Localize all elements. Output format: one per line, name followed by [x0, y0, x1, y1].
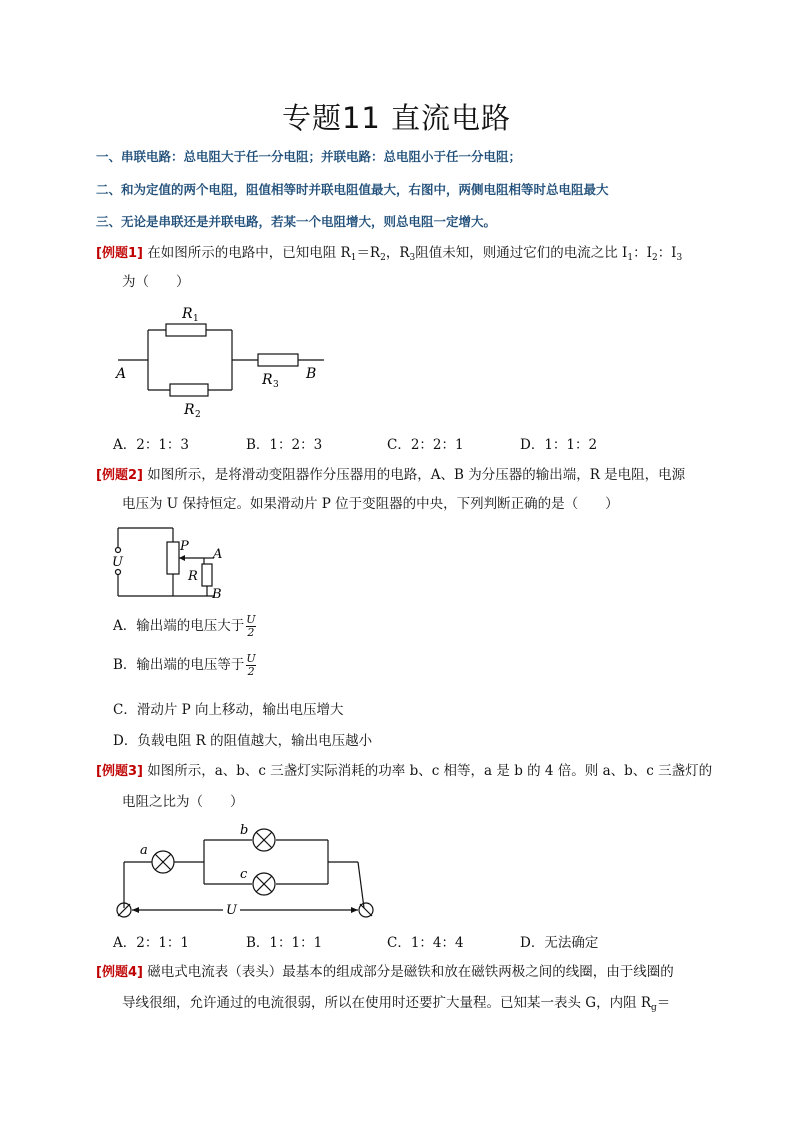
rule-3: 三、无论是串联还是并联电路，若某一个电阻增大，则总电阻一定增大。 [96, 214, 497, 229]
example-3-option-b[interactable]: B．1：1：1 [246, 935, 323, 951]
circuit-diagram-2 [106, 522, 236, 602]
label-r1: R [182, 306, 193, 322]
example-3-line-2: 电阻之比为（ ） [122, 794, 244, 810]
label-r3: R [262, 372, 273, 388]
label-b: B [212, 587, 222, 602]
example-1-option-a[interactable]: A．2：1：3 [113, 437, 190, 453]
example-3-line-1: [例题3] 如图所示，a、b、c 三盏灯实际消耗的功率 b、c 相等，a 是 b 的 4 倍。则 a、b、c 三盏灯的 [96, 763, 713, 779]
circuit-diagram-1 [110, 298, 340, 420]
example-3-option-d[interactable]: D．无法确定 [520, 935, 599, 951]
resistor-r3 [258, 354, 298, 366]
label-b: B [306, 366, 317, 382]
example-1-line-1: [例题1] 在如图所示的电路中，已知电阻 $R_1=R_2$，$R_3$阻值未知，则通过它们的电流之比 $I_1$：$I_2$：$I_3$ [96, 245, 683, 263]
label-r: R [188, 569, 198, 584]
label-a: A [116, 366, 127, 382]
page-title: 专题11 直流电路 [281, 101, 512, 135]
example-1-option-d[interactable]: D．1：1：2 [520, 437, 598, 453]
example-3-tag: [例题3] [96, 764, 143, 779]
label-a: a [140, 843, 148, 858]
svg-text:2: 2 [195, 410, 201, 420]
svg-text:3: 3 [273, 380, 279, 390]
label-r2: R [184, 402, 195, 418]
label-u: U [226, 903, 237, 918]
label-b: b [240, 823, 249, 838]
svg-text:1: 1 [193, 314, 199, 324]
example-2-option-b[interactable]: B．输出端的电压等于 $\frac{U}{2}$ [113, 652, 256, 678]
label-a: A [213, 547, 223, 562]
resistor-r2 [170, 384, 208, 396]
example-2-line-2: 电压为 U 保持恒定。如果滑动片 P 位于变阻器的中央，下列判断正确的是（ ） [122, 496, 619, 512]
rule-1: 一、串联电路：总电阻大于任一分电阻；并联电路：总电阻小于任一分电阻； [96, 149, 522, 164]
example-2-option-a[interactable]: A．输出端的电压大于 $\frac{U}{2}$ [113, 613, 256, 639]
example-3-option-a[interactable]: A．2：1：1 [113, 935, 190, 951]
fraction-u-over-2: $\frac{U}{2}$ [246, 613, 256, 639]
example-1-option-b[interactable]: B．1：2：3 [246, 437, 323, 453]
example-1-tag: [例题1] [96, 246, 143, 261]
fraction-u-over-2: $\frac{U}{2}$ [246, 652, 256, 678]
example-1-option-c[interactable]: C．2：2：1 [387, 437, 464, 453]
example-2-line-1: [例题2] 如图所示，是将滑动变阻器作分压器用的电路，A、B 为分压器的输出端，R 是电阻，电源 [96, 467, 686, 483]
example-3-option-c[interactable]: C．1：4：4 [387, 935, 464, 951]
circuit-diagram-3 [108, 818, 383, 918]
example-1-line-2: 为（ ） [122, 274, 190, 290]
resistor-r1 [166, 324, 206, 336]
label-u: U [112, 555, 123, 570]
example-2-tag: [例题2] [96, 468, 143, 483]
label-c: c [240, 867, 248, 882]
example-4-line-1: [例题4] 磁电式电流表（表头）最基本的组成部分是磁铁和放在磁铁两极之间的线圈，由于线圈的 [96, 964, 674, 980]
rheostat [167, 542, 179, 574]
example-2-option-d[interactable]: D．负载电阻 R 的阻值越大，输出电压越小 [113, 733, 373, 749]
example-4-line-2: 导线很细，允许通过的电流很弱，所以在使用时还要扩大量程。已知某一表头 G，内阻 $R_g=$ [122, 995, 671, 1013]
example-4-tag: [例题4] [96, 965, 143, 980]
rule-2: 二、和为定值的两个电阻，阻值相等时并联电阻值最大，右图中，两侧电阻相等时总电阻最大 [96, 182, 609, 197]
load-resistor [202, 564, 212, 586]
example-2-option-c[interactable]: C．滑动片 P 向上移动，输出电压增大 [113, 702, 344, 718]
label-p: P [180, 539, 189, 554]
